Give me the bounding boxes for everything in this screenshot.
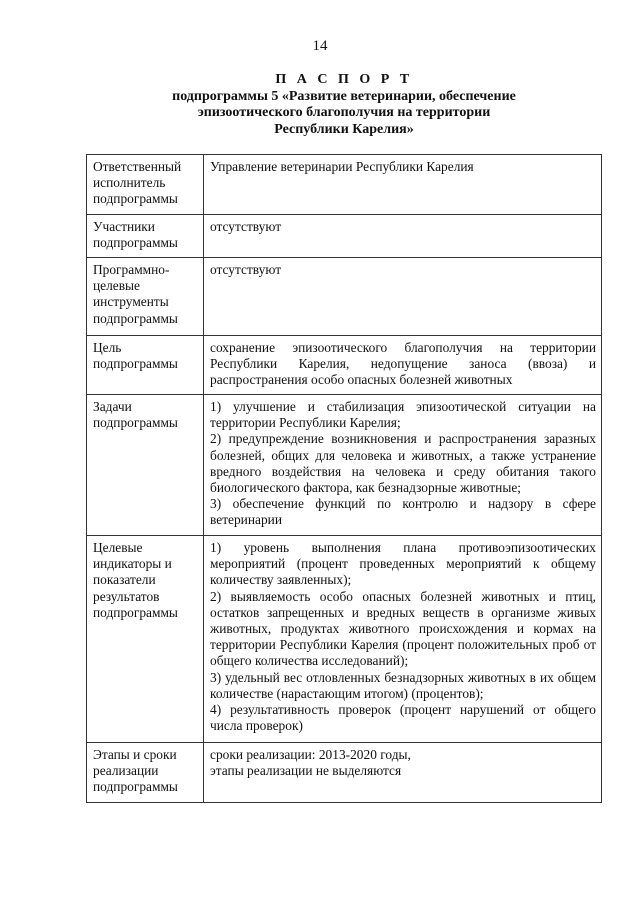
- row-value-text: 1) уровень выполнения плана противоэпизоотических мероприятий (процент проведенных мероприятий к общему количеству заявленных);: [210, 540, 596, 588]
- row-value-text: 2) выявляемость особо опасных болезней животных и птиц, остатков запрещенных и вредных веществ в организме живых животных, продуктах животного происхождения и кормах на территории Республики Карелия (процент положительных проб от общего количества исследований);: [210, 588, 596, 669]
- row-value: [204, 336, 602, 395]
- row-value: [204, 536, 602, 743]
- row-value-text: отсутствуют: [210, 219, 282, 234]
- row-label: Целевые индикаторы и показатели результатов подпрограммы: [87, 536, 204, 743]
- row-label: Ответственный исполнитель подпрограммы: [87, 155, 204, 215]
- table-row: [87, 743, 602, 803]
- title-line-2: подпрограммы 5 «Развитие ветеринарии, обеспечение: [172, 88, 516, 104]
- row-label: Программно-целевые инструменты подпрограммы: [87, 258, 204, 336]
- title-passport: П А С П О Р Т: [275, 72, 413, 87]
- row-value-text: 1) улучшение и стабилизация эпизоотической ситуации на территории Республики Карелия;: [210, 399, 596, 431]
- row-value-text: 4) результативность проверок (процент нарушений от общего числа проверок): [210, 702, 596, 734]
- row-value-text: сроки реализации: 2013-2020 годы,: [210, 747, 411, 762]
- row-value-text: Управление ветеринарии Республики Карелия: [210, 159, 474, 174]
- row-label: Участники подпрограммы: [87, 215, 204, 258]
- row-value-text: отсутствуют: [210, 262, 282, 277]
- passport-table: [86, 154, 602, 803]
- row-label: Задачи подпрограммы: [87, 395, 204, 536]
- row-value-text: 2) предупреждение возникновения и распространения заразных болезней, общих для человека и животных, а также устранение вредного воздействия на человека и среду обитания такого биологического фактора, как безнадзорные животные;: [210, 431, 596, 496]
- row-value: [204, 258, 602, 336]
- row-value-text: 3) удельный вес отловленных безнадзорных животных в их общем количестве (нарастающим итогом) (процентов);: [210, 669, 596, 701]
- title-line-3: эпизоотического благополучия на территории: [197, 105, 491, 120]
- row-value: [204, 155, 602, 215]
- title-line-4: Республики Карелия»: [274, 121, 414, 137]
- table-row: [87, 336, 602, 395]
- table-row: [87, 258, 602, 336]
- document-title: [90, 72, 598, 138]
- table-row: [87, 215, 602, 258]
- table-row: [87, 155, 602, 215]
- row-value: [204, 395, 602, 536]
- table-row: [87, 536, 602, 743]
- row-value-text: сохранение эпизоотического благополучия на территории Республики Карелия, недопущение заноса (ввоза) и распространения особо опасных болезней животных: [210, 340, 596, 388]
- row-value-text: 3) обеспечение функций по контролю и надзору в сфере ветеринарии: [210, 496, 596, 528]
- table-row: [87, 395, 602, 536]
- row-label: Цель подпрограммы: [87, 336, 204, 395]
- page-number: 14: [312, 38, 328, 54]
- row-value-text: этапы реализации не выделяются: [210, 763, 402, 779]
- row-label: Этапы и сроки реализации подпрограммы: [87, 743, 204, 803]
- row-value: [204, 743, 602, 803]
- row-value: [204, 215, 602, 258]
